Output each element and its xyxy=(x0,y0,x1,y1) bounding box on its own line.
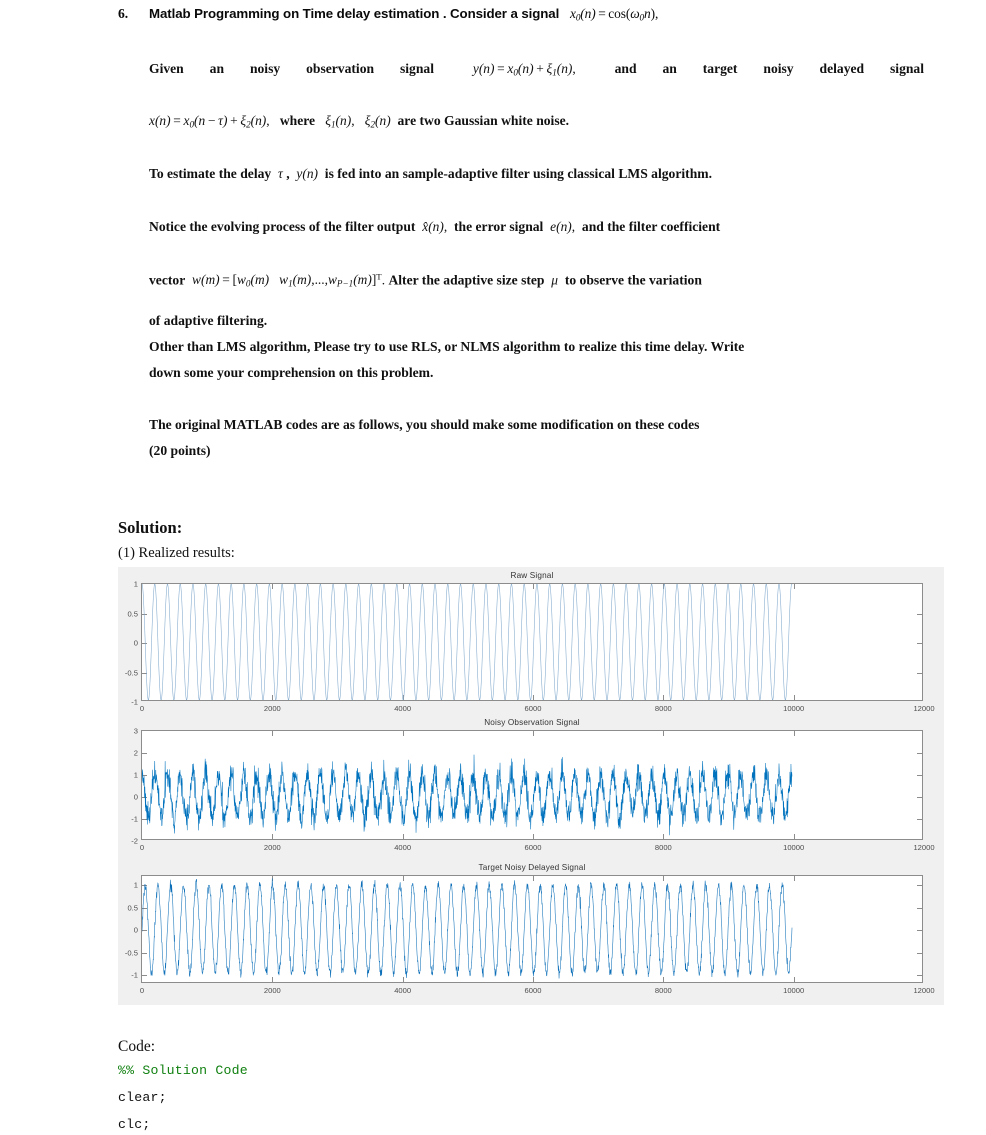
question-paragraph-3: To estimate the delay τ , y(n) is fed into an sample-adaptive filter using classical LMS algorithm. xyxy=(149,166,712,181)
x-tick-label: 10000 xyxy=(783,986,805,995)
question-heading xyxy=(118,6,930,24)
y-tick-label: -1 xyxy=(131,697,138,707)
x-tick-label: 12000 xyxy=(913,704,935,713)
x-tick-label: 0 xyxy=(139,986,145,995)
plot-title-3: Target Noisy Delayed Signal xyxy=(478,863,586,872)
code-label: Code: xyxy=(118,1038,156,1055)
question-heading-prose: Matlab Programming on Time delay estimation . Consider a signal xyxy=(149,6,560,21)
question-paragraph-8: down some your comprehension on this problem. xyxy=(149,365,434,380)
code-line-0: %% Solution Code xyxy=(118,1063,248,1078)
x-tick-label: 8000 xyxy=(654,986,672,995)
y-tick-label: 0.5 xyxy=(127,609,138,618)
x-tick-label: 6000 xyxy=(524,704,542,713)
question-paragraph-2: $x(n) = x_0(n - \tau) + \xi_2(n)$, where $\xi_1(n)$, $\xi_2(n)$ are two Gaussian white noise. xyxy=(149,113,570,130)
plot-curve-1 xyxy=(142,584,922,700)
x-tick-label: 8000 xyxy=(654,843,672,852)
x-tick-label: 6000 xyxy=(524,986,542,995)
plot-axes-1 xyxy=(124,571,935,713)
question-block xyxy=(118,6,930,24)
plot-title-2: Noisy Observation Signal xyxy=(484,718,580,727)
question-paragraph-9: The original MATLAB codes are as follows, you should make some modification on these codes xyxy=(149,417,700,432)
y-tick-label: -0.5 xyxy=(124,668,138,677)
x-tick-label: 0 xyxy=(139,704,145,713)
y-tick-label: 3 xyxy=(133,726,138,736)
x-tick-label: 4000 xyxy=(394,704,412,713)
code-line-1: clear; xyxy=(118,1090,167,1105)
code-line-2: clc; xyxy=(118,1117,151,1132)
solution-title: Solution: xyxy=(118,518,183,537)
plot-curve-2 xyxy=(142,731,922,839)
y-tick-label: 1 xyxy=(133,880,138,890)
question-heading-formula: $x_0(n) = \cos(\omega_0n)$, xyxy=(569,6,659,23)
x-tick-label: 2000 xyxy=(263,843,281,852)
question-paragraph-4: Notice the evolving process of the filter output x̂(n), the error signal e(n), and the filter coefficient xyxy=(149,219,721,234)
question-paragraph-10: (20 points) xyxy=(149,443,211,458)
y-tick-label: 0.5 xyxy=(127,903,138,912)
y-tick-label: -0.5 xyxy=(124,948,138,957)
y-tick-label: -2 xyxy=(131,836,138,846)
matlab-figure xyxy=(118,567,944,1005)
y-tick-label: 1 xyxy=(133,579,138,589)
y-tick-label: 2 xyxy=(133,748,138,758)
y-tick-label: -1 xyxy=(131,970,138,980)
solution-subtitle: (1) Realized results: xyxy=(118,545,235,561)
plot-curve-3 xyxy=(142,876,922,982)
x-tick-label: 8000 xyxy=(654,704,672,713)
plot-axes-2 xyxy=(131,718,935,852)
y-tick-label: 0 xyxy=(133,638,138,648)
x-tick-label: 2000 xyxy=(263,986,281,995)
plot-title-1: Raw Signal xyxy=(510,571,554,580)
y-tick-label: 1 xyxy=(133,770,138,780)
x-tick-label: 12000 xyxy=(913,843,935,852)
x-tick-label: 10000 xyxy=(783,704,805,713)
x-tick-label: 4000 xyxy=(394,986,412,995)
question-heading-text xyxy=(149,6,930,24)
y-tick-label: 0 xyxy=(133,792,138,802)
plot-axes-3 xyxy=(124,863,935,995)
y-tick-label: -1 xyxy=(131,814,138,824)
x-tick-label: 2000 xyxy=(263,704,281,713)
x-tick-label: 6000 xyxy=(524,843,542,852)
y-tick-label: 0 xyxy=(133,925,138,935)
question-paragraph-7: Other than LMS algorithm, Please try to use RLS, or NLMS algorithm to realize this time delay. Write xyxy=(149,339,745,354)
x-tick-label: 12000 xyxy=(913,986,935,995)
x-tick-label: 10000 xyxy=(783,843,805,852)
question-number: 6. xyxy=(118,6,128,21)
question-paragraph-1: Given an noisy observation signal $y(n) = x_0(n) + \xi_1(n)$, and an target noisy delayed signal xyxy=(149,61,924,78)
x-tick-label: 0 xyxy=(139,843,145,852)
question-paragraph-6: of adaptive filtering. xyxy=(149,313,268,328)
x-tick-label: 4000 xyxy=(394,843,412,852)
question-paragraph-5: vector $w(m) = [w_0(m)$ $w_1(m),...,w_{P-1}(m)]^T$. Alter the adaptive size step μ to observe the variation xyxy=(149,272,702,289)
